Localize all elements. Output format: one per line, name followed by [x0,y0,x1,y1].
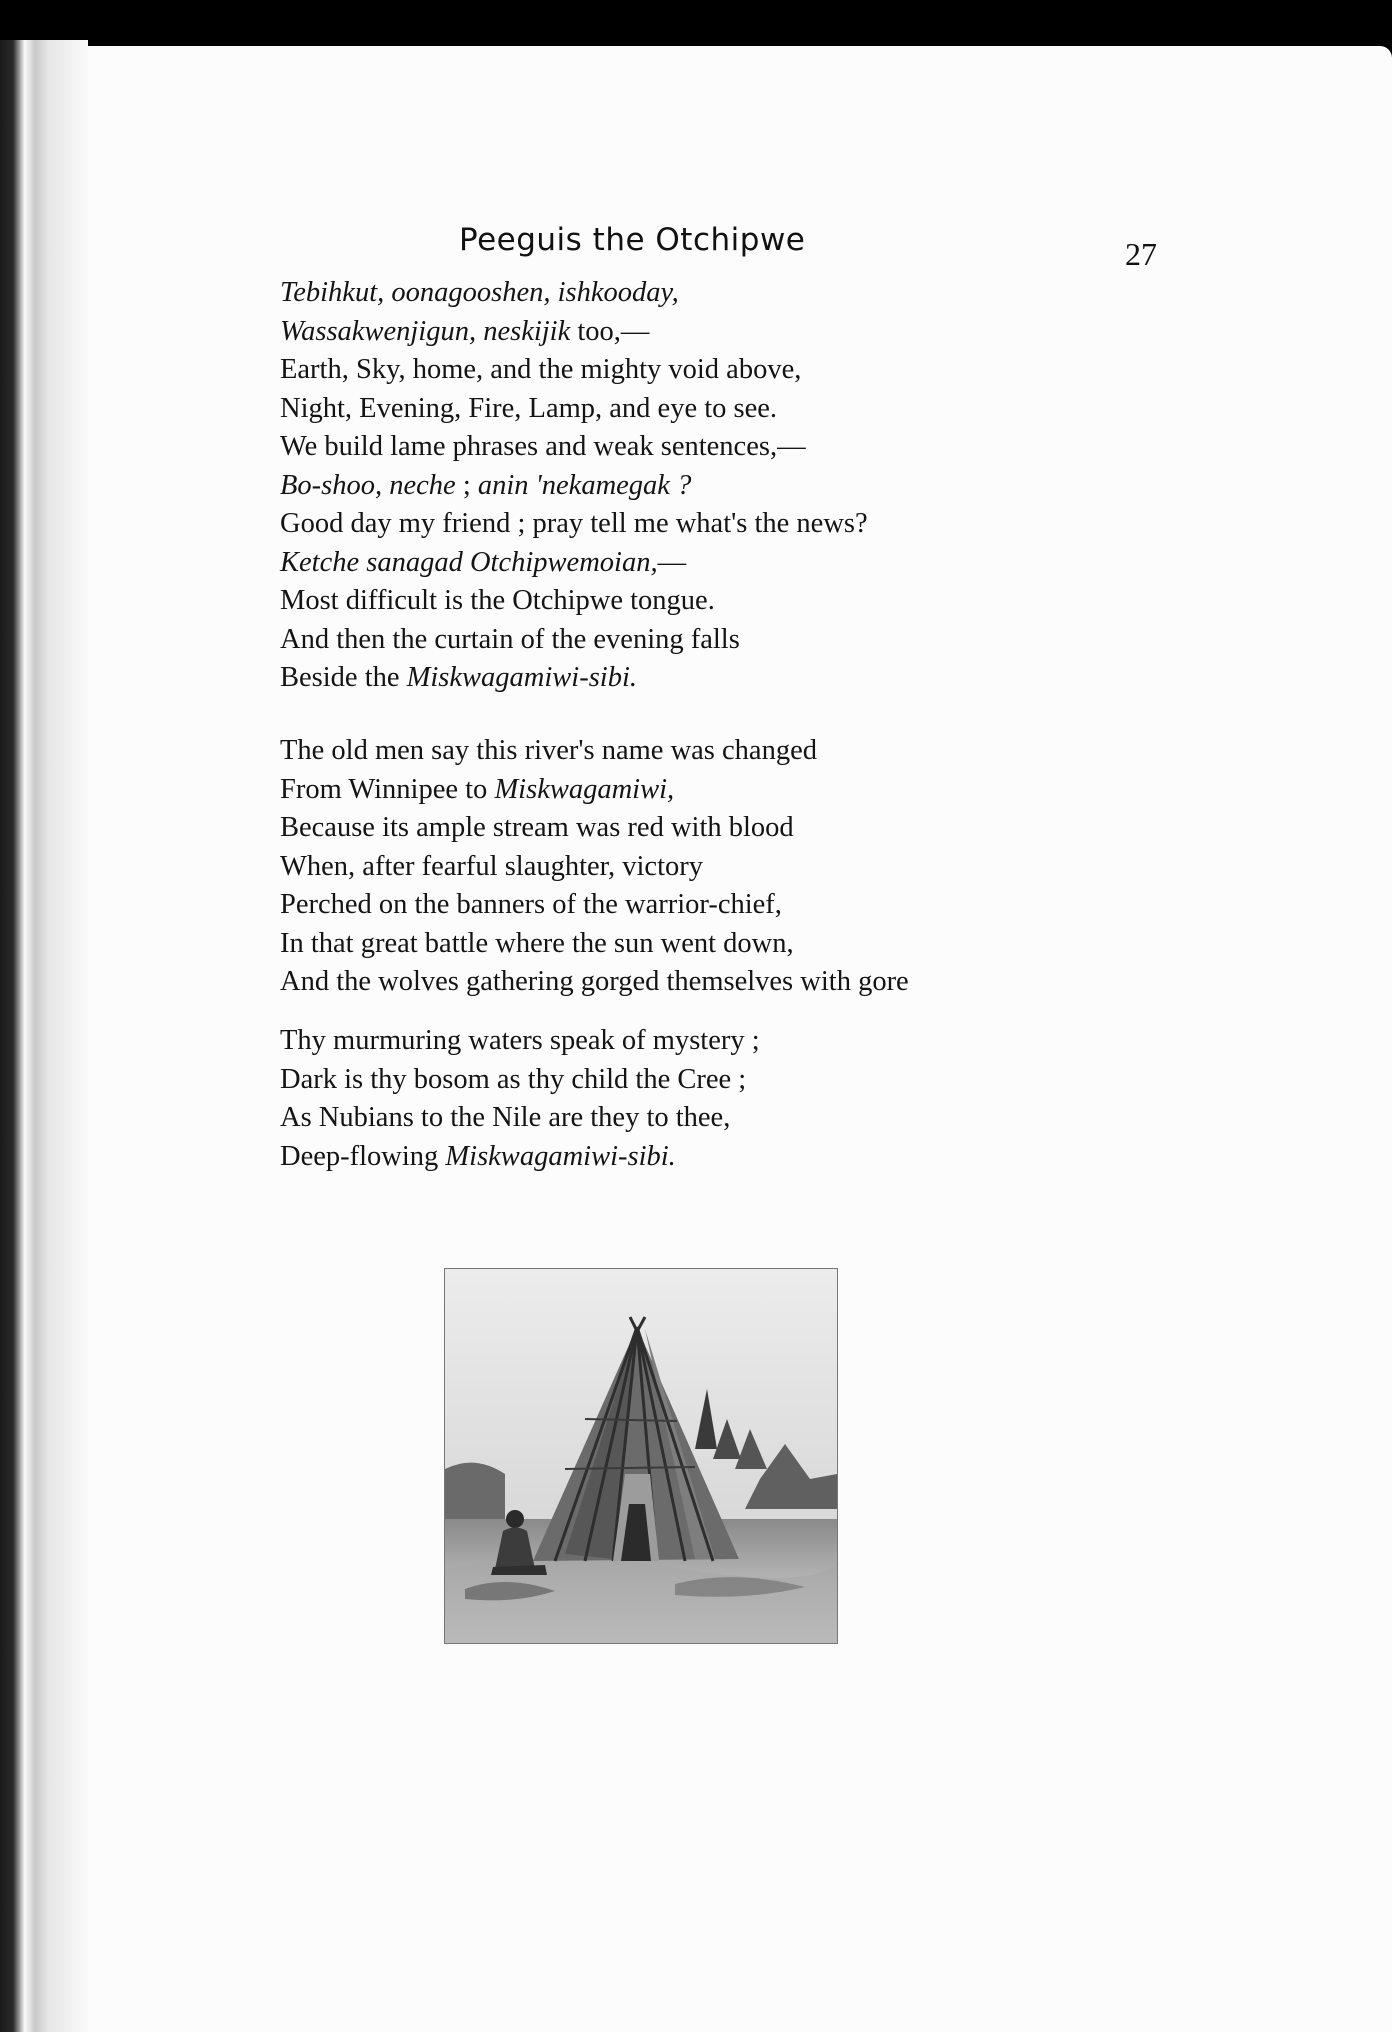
lodge-photograph-image [445,1269,837,1643]
poem-line [280,886,909,925]
poem-line-italic-text: Ketche sanagad Otchipwemoian, [280,546,658,578]
poem-line [280,582,868,621]
poem-line-text: Most difficult is the Otchipwe tongue. [280,585,715,616]
poem-line [280,1022,760,1061]
poem-line-text: And then the curtain of the evening falls [280,623,740,655]
poem-line [280,274,868,313]
poem-line [280,467,868,506]
poem-line-text: Because its ample stream was red with blood [280,812,794,843]
poem-line-text: When, after fearful slaughter, victory [280,850,703,882]
poem-line-text: Deep-flowing [280,1140,446,1172]
poem-line [280,313,868,352]
poem-line-text: From Winnipee to [280,773,495,805]
poem-line [280,1061,760,1100]
poem-line [280,1138,760,1177]
page-number: 27 [1125,236,1157,272]
poem-line-italic-text: Bo-shoo, neche [280,469,456,501]
poem-line-text: Perched on the banners of the warrior-chief, [280,889,782,920]
poem-line [280,505,868,544]
poem-line-text: Good day my friend ; pray tell me what's the news? [280,508,868,539]
poem-line-text: Beside the [280,662,407,693]
poem-line-text: Earth, Sky, home, and the mighty void above, [280,354,802,385]
stanza-3 [280,1022,760,1176]
poem-line-text: We build lame phrases and weak sentences,— [280,431,806,462]
poem-line-italic-text: Tebihkut, oonagooshen, ishkooday, [280,277,679,308]
poem-line [280,848,909,887]
poem-line [280,732,909,771]
running-head: Peeguis the Otchipwe [459,222,806,258]
poem-line-text: In that great battle where the sun went down, [280,927,794,959]
poem-line [280,1099,760,1138]
poem-line [280,351,868,390]
poem-line [280,544,868,583]
poem-line-italic-text: Miskwagamiwi-sibi. [445,1140,676,1172]
poem-line [280,428,868,467]
poem-line [280,963,909,1002]
poem-line-text: Dark is thy bosom as thy child the Cree ; [280,1063,747,1095]
lodge-photograph [444,1268,838,1644]
poem-line [280,809,909,848]
poem-line [280,621,868,660]
poem-line-text: Thy murmuring waters speak of mystery ; [280,1025,760,1056]
stanza-2 [280,732,909,1002]
poem-line-text: too,— [570,315,650,347]
poem-line-italic-text: Miskwagamiwi-sibi. [406,662,638,693]
poem-line-italic-text: anin 'nekamegak ? [477,469,692,501]
poem-line-italic-text: Wassakwenjigun, neskijik [280,315,571,347]
poem-line-text: Night, Evening, Fire, Lamp, and eye to see. [280,392,778,424]
poem-line-text: As Nubians to the Nile are they to thee, [280,1102,731,1133]
poem-line-text: — [657,546,687,578]
poem-line-text: The old men say this river's name was changed [280,735,817,766]
poem-line-italic-text: Miskwagamiwi, [494,773,675,805]
poem-line [280,771,909,810]
poem-line-text: ; [455,469,478,501]
stanza-1 [280,274,868,698]
poem-line [280,925,909,964]
poem-line [280,390,868,429]
book-gutter-edge [0,40,88,2032]
poem-line [280,659,868,698]
poem-line-text: And the wolves gathering gorged themselves with gore [280,966,909,997]
